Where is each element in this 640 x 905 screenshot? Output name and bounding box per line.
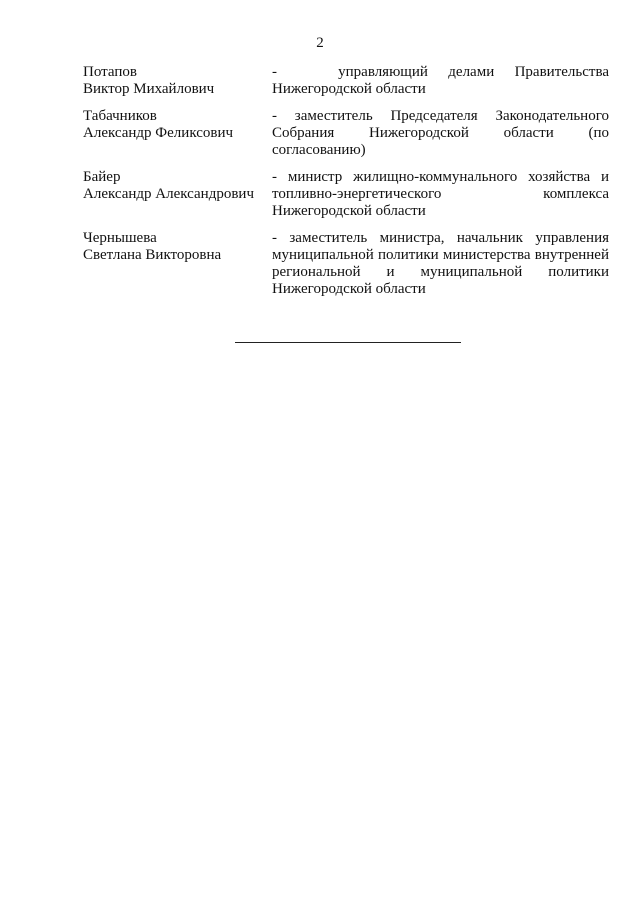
member-row (83, 169, 609, 220)
member-name (83, 169, 272, 220)
member-surname: Табачников (83, 108, 157, 124)
member-name (83, 230, 272, 298)
member-role: - заместитель Председателя Законодательного Собрания Нижегородской области (по согласованию) (272, 108, 609, 158)
member-row (83, 64, 609, 98)
member-given-names: Александр Александрович (83, 186, 254, 202)
member-list (83, 64, 609, 308)
member-given-names: Александр Феликсович (83, 125, 234, 141)
page-number: 2 (316, 35, 324, 51)
member-given-names: Светлана Викторовна (83, 247, 222, 263)
member-role: - управляющий делами Правительства Нижегородской области (272, 64, 609, 97)
member-role: - министр жилищно-коммунального хозяйства и топливно-энергетического комплекса Нижегородской области (272, 169, 609, 219)
member-given-names: Виктор Михайлович (83, 81, 215, 97)
member-row (83, 230, 609, 298)
end-separator-line (235, 342, 461, 343)
member-row (83, 108, 609, 159)
member-surname: Байер (83, 169, 121, 185)
member-role: - заместитель министра, начальник управления муниципальной политики министерства внутренней региональной и муниципальной политики Нижегородской области (272, 230, 609, 297)
member-name (83, 64, 272, 98)
member-surname: Чернышева (83, 230, 157, 246)
member-name (83, 108, 272, 159)
member-surname: Потапов (83, 64, 137, 80)
